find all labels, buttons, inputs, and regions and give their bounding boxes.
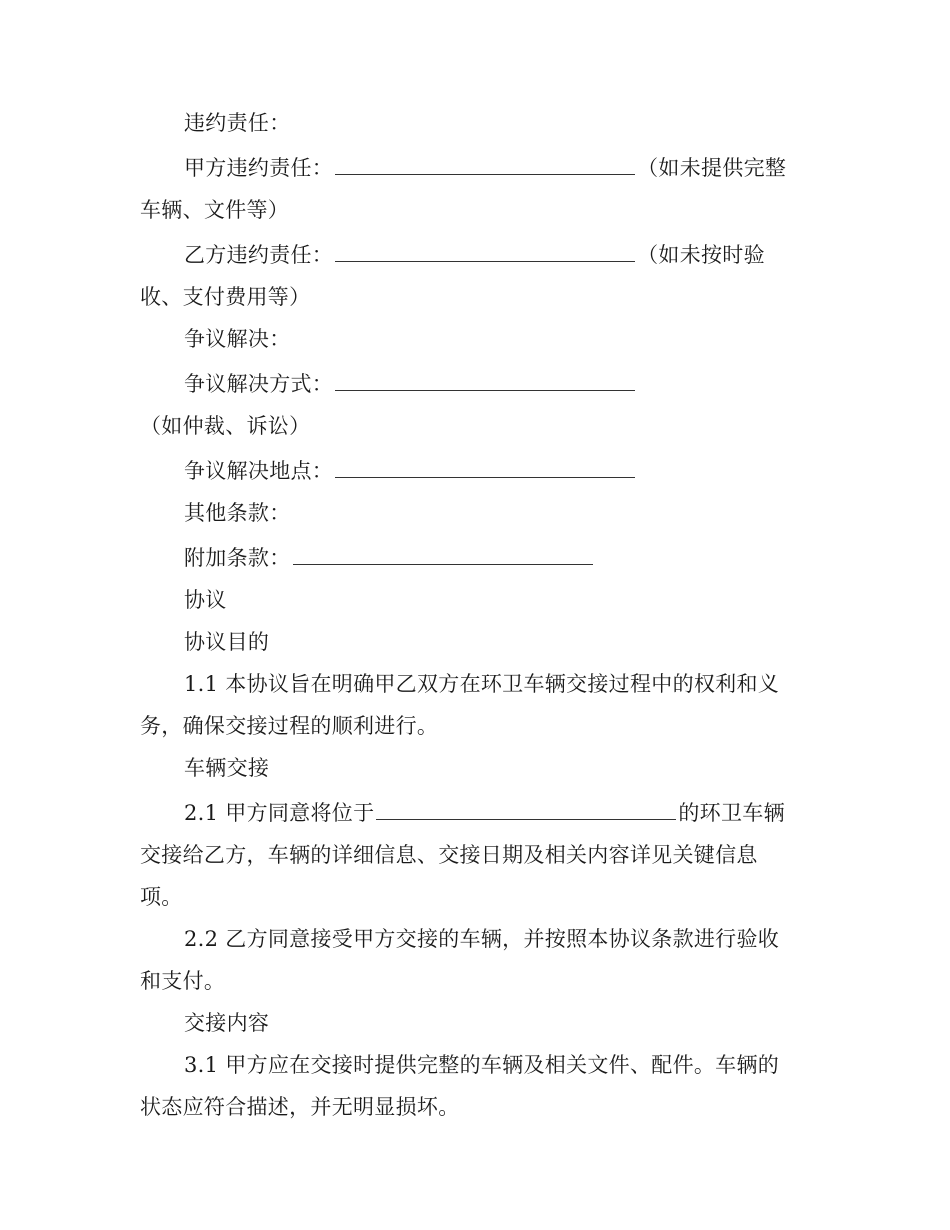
party-b-liability-field[interactable] xyxy=(335,231,635,262)
party-a-liability-label: 甲方违约责任： xyxy=(184,156,334,180)
dispute-place xyxy=(140,447,800,492)
party-a-liability-field[interactable] xyxy=(335,144,635,175)
party-a-liability xyxy=(140,144,800,231)
clause-1-1: 1.1 本协议旨在明确甲乙双方在环卫车辆交接过程中的权利和义务，确保交接过程的顺利进行。 xyxy=(140,672,780,738)
dispute-place-label: 争议解决地点： xyxy=(184,459,334,483)
party-a-liability-note: （如未提供完整车辆、文件等） xyxy=(140,156,787,222)
content-heading: 交接内容 xyxy=(184,1011,270,1035)
clause-2-1-prefix: 2.1 甲方同意将位于 xyxy=(184,801,375,825)
dispute-heading: 争议解决： xyxy=(184,327,291,351)
additional-clause-label: 附加条款： xyxy=(184,546,291,570)
dispute-method-note: （如仲裁、诉讼） xyxy=(140,414,311,438)
party-b-liability xyxy=(140,231,800,318)
other-heading: 其他条款： xyxy=(184,501,291,525)
dispute-method-label: 争议解决方式： xyxy=(184,372,334,396)
clause-3-1: 3.1 甲方应在交接时提供完整的车辆及相关文件、配件。车辆的状态应符合描述，并无明显损坏。 xyxy=(140,1053,780,1119)
liability-heading: 违约责任： xyxy=(184,111,291,135)
vehicle-location-field[interactable] xyxy=(376,789,676,820)
clause-2-2: 2.2 乙方同意接受甲方交接的车辆，并按照本协议条款进行验收和支付。 xyxy=(140,927,780,993)
party-b-liability-label: 乙方违约责任： xyxy=(184,243,334,267)
agreement-title: 协议 xyxy=(184,588,227,612)
dispute-place-field[interactable] xyxy=(335,447,635,478)
purpose-heading: 协议目的 xyxy=(184,630,270,654)
handover-heading: 车辆交接 xyxy=(184,756,270,780)
dispute-method xyxy=(140,360,800,447)
dispute-method-field[interactable] xyxy=(335,360,635,391)
additional-clause-field[interactable] xyxy=(293,534,593,565)
clause-2-1 xyxy=(140,789,800,918)
additional-clause xyxy=(140,534,800,579)
clause-2-1-suffix: 的环卫车辆交接给乙方，车辆的详细信息、交接日期及相关内容详见关键信息项。 xyxy=(140,801,785,909)
party-b-liability-note: （如未按时验收、支付费用等） xyxy=(140,243,765,309)
